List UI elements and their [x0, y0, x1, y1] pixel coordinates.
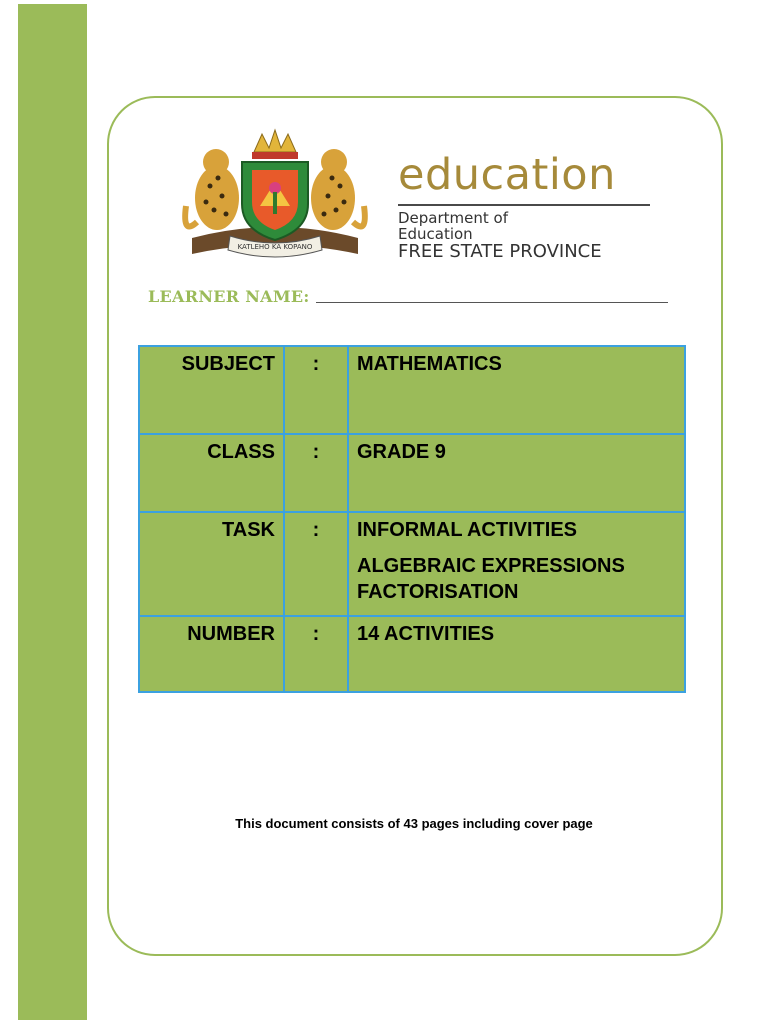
row-value: INFORMAL ACTIVITIES	[357, 519, 577, 541]
department-brand	[398, 150, 658, 262]
brand-line-3: FREE STATE PROVINCE	[398, 241, 602, 262]
table-row	[140, 347, 684, 433]
motto-text: KATLEHO KA KOPANO	[237, 243, 313, 251]
table-row	[140, 617, 684, 691]
learner-name-label: LEARNER NAME:	[148, 287, 310, 306]
brand-line-1: Department of	[398, 209, 508, 227]
side-color-bar	[18, 4, 87, 1020]
page-count-note: This document consists of 43 pages including cover page	[235, 816, 593, 831]
row-value: GRADE 9	[349, 435, 684, 511]
brand-divider	[398, 204, 650, 206]
row-label: NUMBER	[140, 617, 283, 691]
left-leopard-icon	[185, 149, 239, 230]
coat-of-arms-logo	[172, 126, 378, 272]
row-label: TASK	[140, 513, 283, 615]
learner-name-field[interactable]	[316, 302, 668, 303]
table-row	[140, 513, 684, 615]
row-separator: :	[285, 617, 347, 691]
row-separator: :	[285, 513, 347, 615]
row-value-cell	[349, 513, 684, 615]
table-row	[140, 435, 684, 511]
info-table	[138, 345, 686, 693]
row-label: SUBJECT	[140, 347, 283, 433]
right-leopard-icon	[311, 149, 365, 230]
row-label: CLASS	[140, 435, 283, 511]
learner-name-row	[148, 287, 668, 306]
row-separator: :	[285, 347, 347, 433]
row-separator: :	[285, 435, 347, 511]
row-value-secondary: ALGEBRAIC EXPRESSIONS FACTORISATION	[357, 555, 625, 603]
row-value: MATHEMATICS	[349, 347, 684, 433]
brand-word: education	[398, 150, 616, 200]
row-value: 14 ACTIVITIES	[349, 617, 684, 691]
brand-line-2: Education	[398, 225, 473, 243]
